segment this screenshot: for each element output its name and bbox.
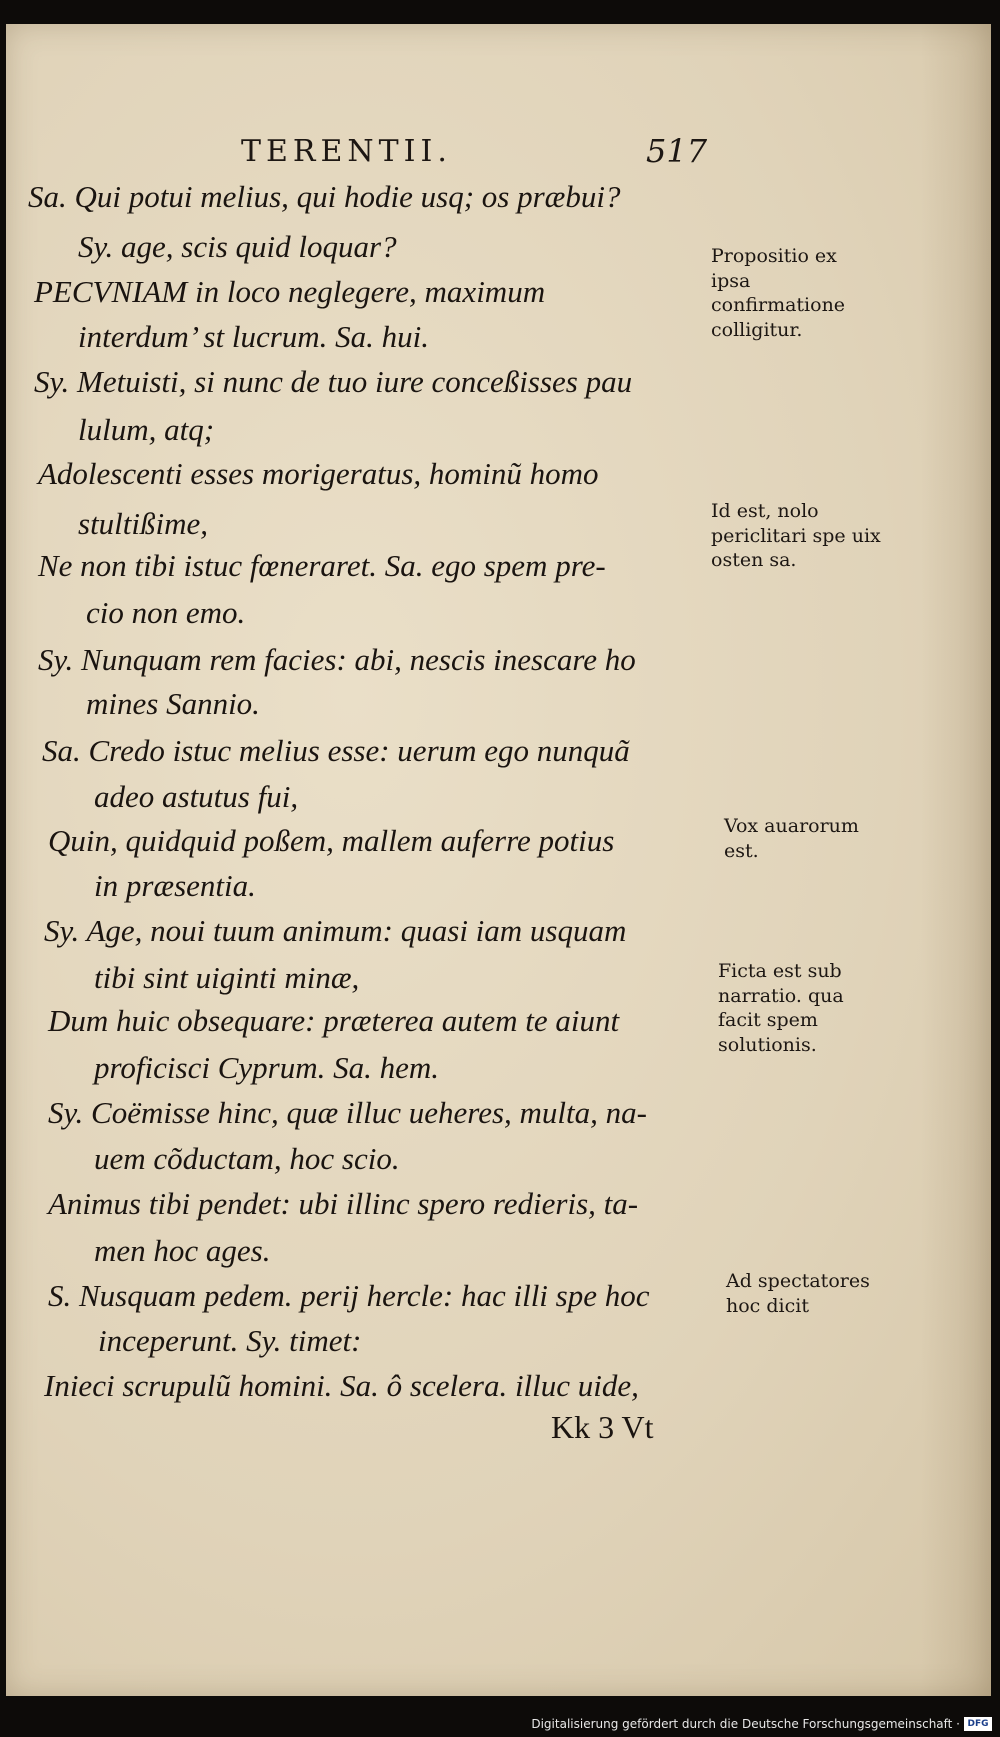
signature-mark: Kk 3 Vt [551, 1409, 654, 1445]
text-line: Sa. Credo istuc melius esse: uerum ego nunquã [42, 733, 630, 768]
margin-note: Id est, nolo periclitari spe uix osten sa. [711, 500, 881, 572]
margin-note: Propositio ex ipsa confirmatione colligitur. [711, 245, 846, 342]
margin-note: Ficta est sub narratio. qua facit spem solutionis. [718, 960, 844, 1057]
text-line: S. Nusquam pedem. perij hercle: hac illi spe hoc [48, 1278, 650, 1313]
text-line: Sy. Metuisti, si nunc de tuo iure conceßisses pau [34, 364, 633, 399]
page-number: 517 [646, 132, 708, 170]
text-line: Sy. Age, noui tuum animum: quasi iam usquam [44, 913, 627, 948]
dfg-logo: DFG [964, 1717, 992, 1731]
text-line: uem cõductam, hoc scio. [94, 1141, 400, 1176]
text-line: interdum’ st lucrum. Sa. hui. [78, 319, 430, 354]
running-head: TERENTII. [241, 134, 452, 169]
text-line: Ne non tibi istuc fœneraret. Sa. ego spem pre- [38, 548, 606, 583]
text-line: Dum huic obsequare: præterea autem te aiunt [48, 1003, 620, 1038]
text-line: mines Sannio. [86, 686, 260, 721]
text-line: Quin, quidquid poßem, mallem auferre potius [48, 823, 615, 858]
text-line: men hoc ages. [94, 1233, 271, 1268]
text-line: Inieci scrupulũ homini. Sa. ô scelera. illuc uide, [44, 1368, 639, 1403]
text-line: proficisci Cyprum. Sa. hem. [94, 1050, 439, 1085]
text-line: stultißime, [78, 506, 209, 541]
text-line: PECVNIAM in loco neglegere, maximum [34, 274, 546, 309]
margin-note: Vox auarorum est. [724, 815, 859, 862]
text-line: inceperunt. Sy. timet: [98, 1323, 362, 1358]
text-line: lulum, atq; [78, 412, 215, 447]
text-line: tibi sint uiginti minæ, [94, 960, 360, 995]
text-line: Sy. Nunquam rem facies: abi, nescis inescare ho [38, 642, 636, 677]
margin-note: Ad spectatores hoc dicit [726, 1270, 870, 1317]
text-line: cio non emo. [86, 595, 246, 630]
text-line: Sy. Coëmisse hinc, quæ illuc ueheres, multa, na- [48, 1095, 647, 1130]
text-line: Sa. Qui potui melius, qui hodie usq; os præbui? [28, 179, 621, 214]
footer-credit: Digitalisierung gefördert durch die Deutsche Forschungsgemeinschaft · [531, 1717, 960, 1731]
text-line: Animus tibi pendet: ubi illinc spero redieris, ta- [48, 1186, 639, 1221]
text-line: adeo astutus fui, [94, 779, 299, 814]
text-line: Adolescenti esses morigeratus, hominũ homo [38, 456, 599, 491]
text-line: in præsentia. [94, 868, 256, 903]
text-line: Sy. age, scis quid loquar? [78, 229, 397, 264]
book-page [6, 24, 991, 1696]
